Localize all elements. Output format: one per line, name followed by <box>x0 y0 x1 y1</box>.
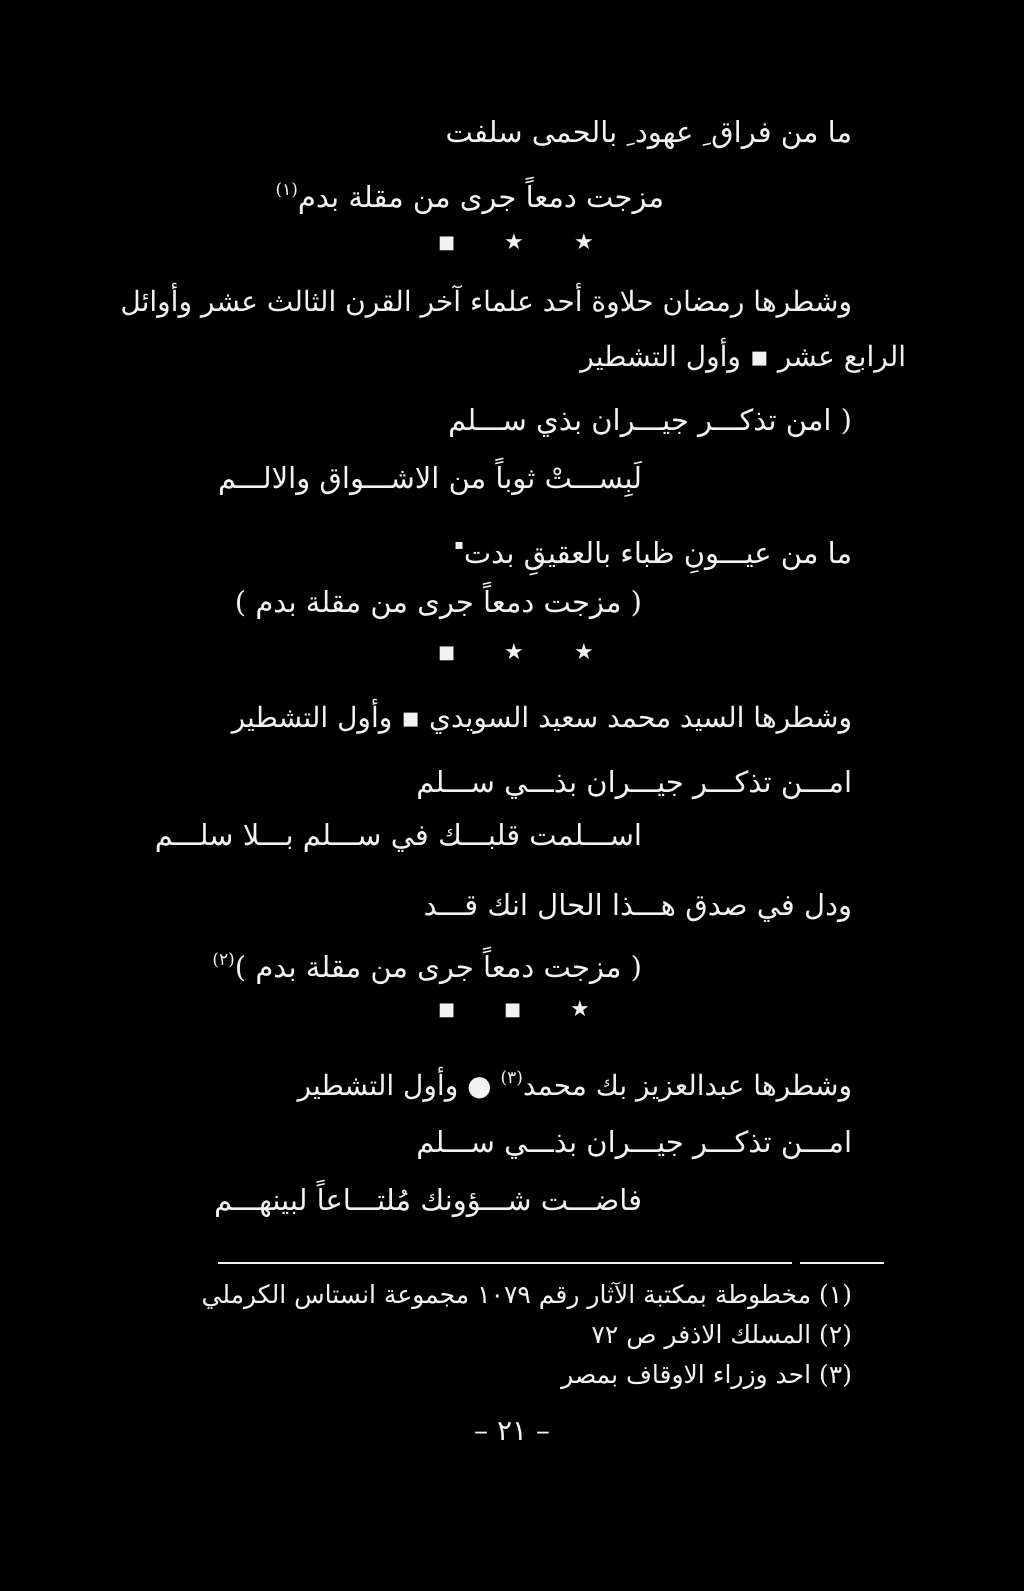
square-ornament: ■ <box>438 232 456 253</box>
star-ornament: ★ <box>574 230 594 255</box>
footnote-ref-1: (١) <box>275 180 298 200</box>
footnote-2: (٢) المسلك الاذفر ص ٧٢ <box>591 1320 852 1349</box>
page-number: – ٢١ – <box>474 1414 550 1447</box>
separator-3 <box>438 997 588 1022</box>
separator-1 <box>438 230 592 255</box>
section2-verse4: ( مزجت دمعاً جرى من مقلة بدم ) <box>234 585 642 619</box>
footnote-1: (١) مخطوطة بمكتبة الآثار رقم ١٠٧٩ مجموعة انستاس الكرملي <box>201 1280 852 1309</box>
star-ornament: ★ <box>570 997 590 1022</box>
section2-intro-line1: وشطرها رمضان حلاوة أحد علماء آخر القرن الثالث عشر وأوائل <box>120 285 852 318</box>
footnote-ref-3: (٣) <box>500 1068 523 1088</box>
square-ornament: ■ <box>438 642 456 663</box>
section3-verse3: ودل في صدق هـــذا الحال انك قـــد <box>423 888 852 922</box>
section4-intro: وشطرها عبدالعزيز بك محمد$^{(٣)}$ ● وأول التشطير <box>297 1068 852 1102</box>
footnote-rule <box>218 1262 792 1264</box>
section2-verse3: ما من عيـــونِ ظباء بالعقيقِ بدت▪ <box>454 536 852 570</box>
star-ornament: ★ <box>574 640 594 665</box>
star-ornament: ★ <box>504 230 524 255</box>
verse-mark: ▪ <box>454 537 464 553</box>
section4-verse1: امـــن تذكـــر جيـــران بذـــي ســـلم <box>416 1125 852 1159</box>
section3-verse1: امـــن تذكـــر جيـــران بذـــي ســـلم <box>416 765 852 799</box>
section2-intro-line2: الرابع عشر ▪ وأول التشطير <box>580 340 906 373</box>
section4-verse2: فاضـــت شـــؤونك مُلتـــاعاً لبينهـــم <box>214 1183 642 1217</box>
poem1-line2: مزجت دمعاً جرى من مقلة بدم$^{(١)}$ <box>275 180 664 214</box>
poem1-line1: ما من فراق ِ عهود ِ بالحمى سلفت <box>445 115 852 149</box>
separator-2 <box>438 640 592 665</box>
square-ornament: ■ <box>438 999 456 1020</box>
section2-verse1: ( امن تذكـــر جيـــران بذي ســـلم <box>448 403 852 437</box>
footnote-3: (٣) احد وزراء الاوقاف بمصر <box>561 1360 852 1389</box>
footnote-rule-short <box>800 1262 884 1264</box>
section3-verse2: اســـلمت قلبـــك في ســـلم بـــلا سلـــم <box>154 818 642 852</box>
square-ornament: ■ <box>504 999 522 1020</box>
section3-verse4: ( مزجت دمعاً جرى من مقلة بدم )$^{(٢)}$ <box>212 950 642 984</box>
footnote-ref-2: (٢) <box>212 950 235 970</box>
star-ornament: ★ <box>504 640 524 665</box>
section2-verse2: لَبِســـتْ ثوباً من الاشـــواق والالـــم <box>217 461 642 495</box>
section3-intro: وشطرها السيد محمد سعيد السويدي ▪ وأول التشطير <box>231 701 852 734</box>
